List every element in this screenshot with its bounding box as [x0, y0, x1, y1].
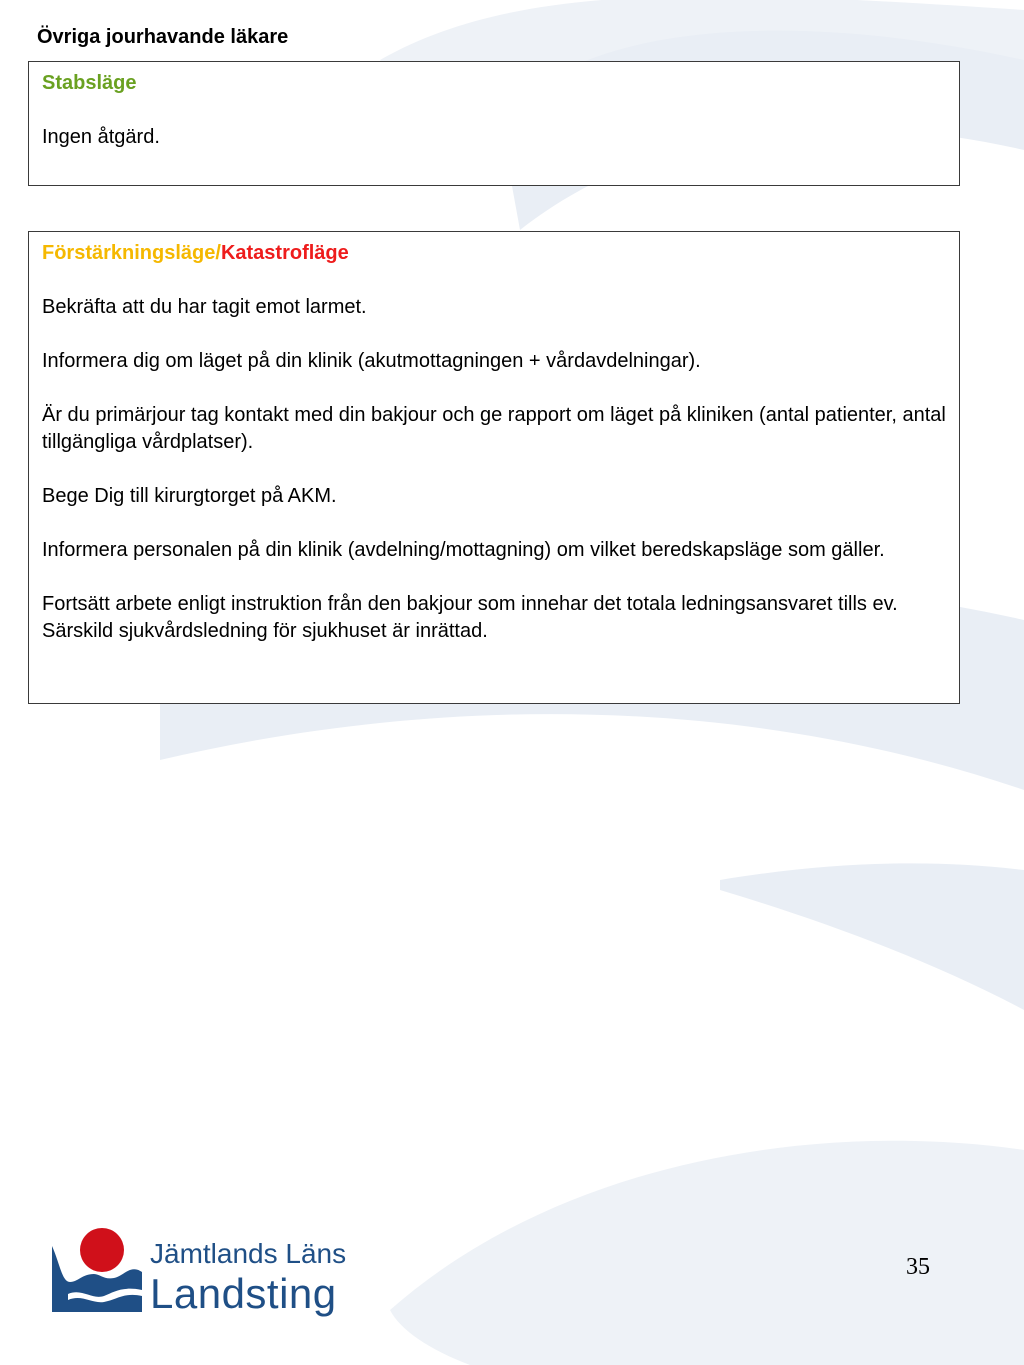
forstarkningslage-label: Förstärkningsläge/ [42, 242, 221, 264]
page-title: Övriga jourhavande läkare [37, 26, 289, 48]
katastroflage-label: Katastrofläge [220, 242, 349, 264]
stabslage-box [28, 61, 960, 186]
forstarkningslage-title [42, 240, 946, 267]
instruction-paragraph: Informera personalen på din klinik (avdelning/mottagning) om vilket beredskapsläge som gäller. [42, 539, 885, 561]
logo-text-line1: Jämtlands Läns [150, 1238, 347, 1269]
page-number: 35 [906, 1254, 930, 1280]
stabslage-text: Ingen åtgärd. [42, 126, 160, 148]
instruction-paragraph: Informera dig om läget på din klinik (akutmottagningen + vårdavdelningar). [42, 350, 701, 372]
logo-text-line2: Landsting [150, 1270, 337, 1317]
instruction-paragraph: Bege Dig till kirurgtorget på AKM. [42, 485, 337, 507]
stabslage-title: Stabsläge [42, 72, 137, 94]
logo-emblem-icon [52, 1224, 152, 1324]
instruction-paragraph: Är du primärjour tag kontakt med din bakjour och ge rapport om läget på kliniken (antal patienter, antal tillgängliga vårdplatser). [42, 404, 946, 453]
instruction-paragraph: Bekräfta att du har tagit emot larmet. [42, 296, 367, 318]
landsting-logo [52, 1224, 362, 1324]
instruction-paragraph: Fortsätt arbete enligt instruktion från den bakjour som innehar det totala ledningsansvaret tills ev. Särskild sjukvårdsledning för sjukhuset är inrättad. [42, 593, 898, 642]
forstarkningslage-box [28, 231, 960, 704]
